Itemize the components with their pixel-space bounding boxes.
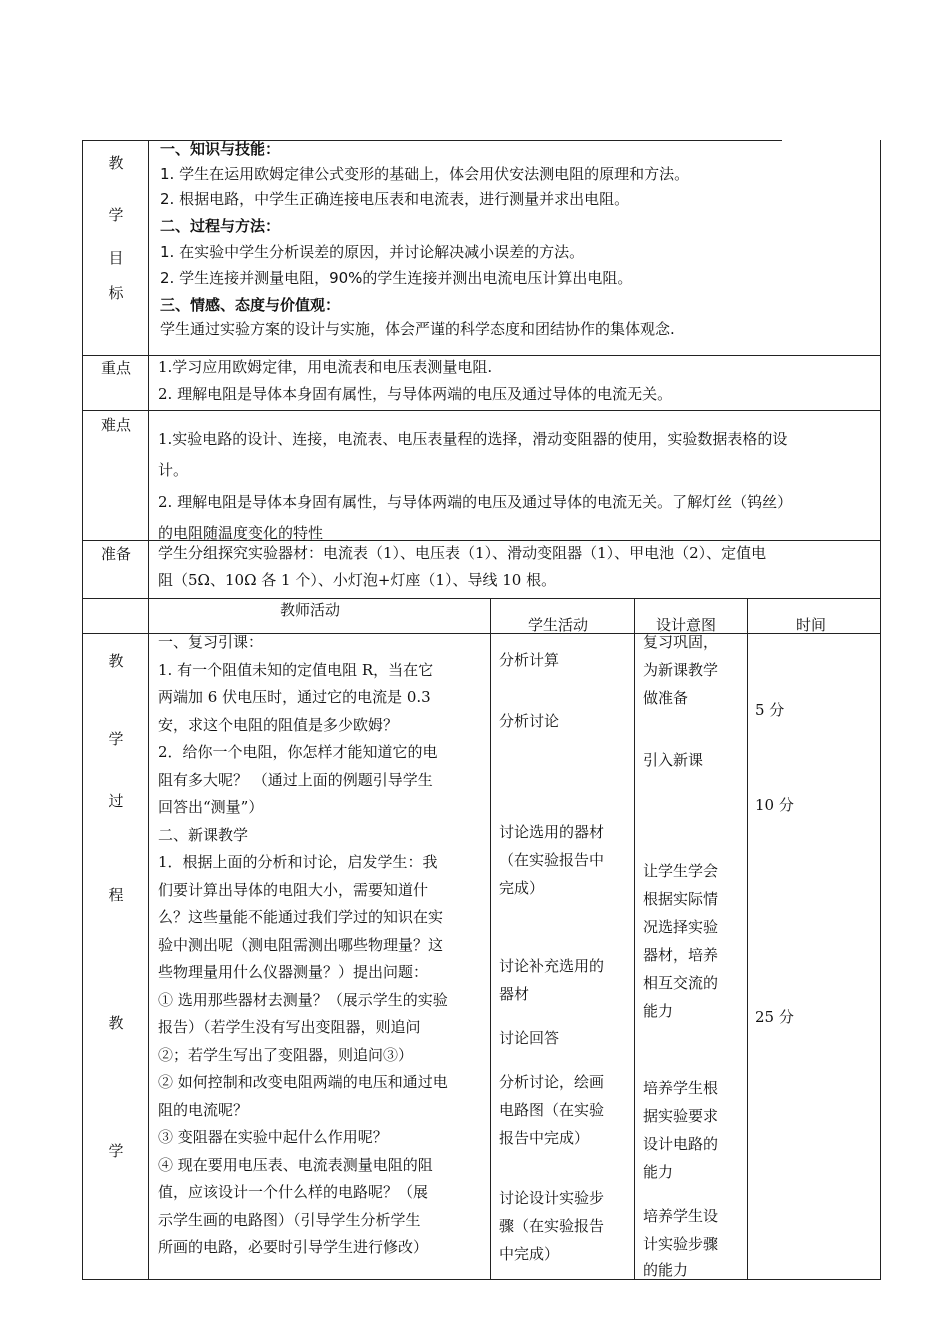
teacher-activity-line: 验中测出呢（测电阻需测出哪些物理量？这	[158, 936, 444, 954]
preparation-label: 准备	[100, 545, 131, 563]
objectives-label-char: 目	[108, 249, 124, 267]
objectives-heading-process: 二、过程与方法：	[160, 217, 281, 235]
teacher-activity-line: ④ 现在要用电压表、电流表测量电阻的阻	[158, 1156, 433, 1174]
process-label-char: 教	[108, 1014, 124, 1032]
teacher-activity-line: 报告）（若学生没有写出变阻器，则追问	[158, 1018, 421, 1036]
objectives-knowledge-2: 2. 根据电路，中学生正确连接电压表和电流表，进行测量并求出电阻。	[160, 190, 630, 208]
design-intent-item: 的能力	[643, 1261, 689, 1279]
design-intent-item: 让学生学会	[643, 862, 719, 880]
table-left-border	[82, 140, 83, 1280]
design-intent-item: 相互交流的	[643, 974, 719, 992]
header-design-intent: 设计意图	[656, 616, 717, 634]
student-activity-item: 讨论选用的器材	[499, 823, 605, 841]
student-activity-item: 讨论补充选用的	[499, 957, 605, 975]
objectives-label-char: 教	[108, 154, 124, 172]
row-divider-objectives	[82, 355, 880, 356]
student-activity-item: 讨论回答	[499, 1029, 560, 1047]
design-intent-item: 据实验要求	[643, 1107, 719, 1125]
teacher-activity-line: 些物理量用什么仪器测量？）提出问题：	[158, 963, 429, 981]
difficulties-line-1: 1.实验电路的设计、连接，电流表、电压表量程的选择，滑动变阻器的使用，实验数据表格的设	[158, 430, 788, 448]
teacher-activity-line: 2．给你一个电阻，你怎样才能知道它的电	[158, 743, 438, 761]
teacher-activity-line: 回答出“测量”）	[158, 798, 264, 816]
difficulties-line-1-cont: 计。	[158, 461, 189, 479]
process-label-char: 学	[108, 1142, 124, 1160]
difficulties-label: 难点	[100, 416, 131, 434]
student-activity-item: 电路图（在实验	[499, 1101, 605, 1119]
teacher-activity-line: ① 选用那些器材去测量？（展示学生的实验	[158, 991, 448, 1009]
intent-column-border	[747, 598, 748, 1280]
teacher-activity-line: 示学生画的电路图）（引导学生分析学生	[158, 1211, 421, 1229]
design-intent-item: 器材，培养	[643, 946, 719, 964]
teacher-activity-line: 一、复习引课：	[158, 633, 264, 651]
row-divider-keypoints	[82, 410, 880, 411]
teacher-activity-line: 阻有多大呢？ （通过上面的例题引导学生	[158, 771, 433, 789]
teacher-activity-line: ③ 变阻器在实验中起什么作用呢？	[158, 1128, 388, 1146]
objectives-label-char: 标	[108, 284, 124, 302]
teacher-activity-line: 阻的电流呢？	[158, 1101, 249, 1119]
student-activity-item: 中完成）	[499, 1245, 560, 1263]
time-item: 5 分	[755, 701, 785, 719]
objectives-emotion-1: 学生通过实验方案的设计与实施，体会严谨的科学态度和团结协作的集体观念.	[160, 320, 675, 338]
objectives-label-char: 学	[108, 206, 124, 224]
design-intent-item: 况选择实验	[643, 918, 719, 936]
design-intent-item: 计实验步骤	[643, 1235, 719, 1253]
preparation-line-2: 阻（5Ω、10Ω 各 1 个）、小灯泡+灯座（1）、导线 10 根。	[158, 571, 557, 589]
objectives-heading-emotion: 三、情感、态度与价值观：	[160, 296, 341, 314]
objectives-heading-knowledge: 一、知识与技能：	[160, 140, 281, 158]
teacher-activity-line: 两端加 6 伏电压时，通过它的电流是 0.3	[158, 688, 431, 706]
objectives-process-2: 2. 学生连接并测量电阻，90%的学生连接并测出电流电压计算出电阻。	[160, 269, 633, 287]
table-right-border	[880, 140, 881, 1280]
teacher-activity-line: 二、新课教学	[158, 826, 249, 844]
design-intent-item: 引入新课	[643, 751, 704, 769]
design-intent-item: 设计电路的	[643, 1135, 719, 1153]
student-activity-item: 报告中完成）	[499, 1129, 590, 1147]
row-divider-preparation	[82, 598, 880, 599]
student-activity-item: 讨论设计实验步	[499, 1189, 605, 1207]
header-teacher-activity: 教师活动	[280, 601, 341, 619]
design-intent-item: 能力	[643, 1163, 674, 1181]
objectives-knowledge-1: 1. 学生在运用欧姆定律公式变形的基础上，体会用伏安法测电阻的原理和方法。	[160, 165, 690, 183]
header-time: 时间	[796, 616, 827, 634]
process-label-char: 过	[108, 792, 124, 810]
teacher-activity-line: 1. 有一个阻值未知的定值电阻 R，当在它	[158, 661, 434, 679]
time-item: 25 分	[755, 1008, 794, 1026]
preparation-line-1: 学生分组探究实验器材：电流表（1）、电压表（1）、滑动变阻器（1）、甲电池（2）、定值电	[158, 544, 767, 562]
difficulties-line-2: 2. 理解电阻是导体本身固有属性，与导体两端的电压及通过导体的电流无关。了解灯丝（钨丝）	[158, 493, 793, 511]
objectives-process-1: 1. 在实验中学生分析误差的原因，并讨论解决减小误差的方法。	[160, 243, 585, 261]
design-intent-item: 培养学生根	[643, 1079, 719, 1097]
student-activity-item: 分析讨论	[499, 712, 560, 730]
student-activity-item: 完成）	[499, 879, 545, 897]
teacher-activity-line: 们要计算出导体的电阻大小，需要知道什	[158, 881, 429, 899]
teacher-activity-line: ②；若学生写出了变阻器，则追问③）	[158, 1046, 414, 1064]
teacher-activity-line: 值，应该设计一个什么样的电路呢？（展	[158, 1183, 429, 1201]
process-label-char: 程	[108, 886, 124, 904]
teacher-activity-line: 1．根据上面的分析和讨论，启发学生：我	[158, 853, 438, 871]
teacher-activity-line: ② 如何控制和改变电阻两端的电压和通过电	[158, 1073, 448, 1091]
table-bottom-border	[82, 1279, 880, 1280]
design-intent-item: 为新课教学	[643, 661, 719, 679]
keypoints-line-1: 1.学习应用欧姆定律，用电流表和电压表测量电阻.	[158, 358, 493, 376]
process-label-char: 学	[108, 730, 124, 748]
student-activity-item: 器材	[499, 985, 530, 1003]
process-label-char: 教	[108, 652, 124, 670]
teacher-column-border	[490, 598, 491, 1280]
design-intent-item: 根据实际情	[643, 890, 719, 908]
keypoints-line-2: 2. 理解电阻是导体本身固有属性，与导体两端的电压及通过导体的电流无关。	[158, 385, 673, 403]
header-student-activity: 学生活动	[528, 616, 589, 634]
student-column-border	[634, 598, 635, 1280]
teacher-activity-line: 安，求这个电阻的阻值是多少欧姆？	[158, 716, 399, 734]
time-item: 10 分	[755, 796, 794, 814]
keypoints-label: 重点	[100, 359, 131, 377]
design-intent-item: 复习巩固，	[643, 633, 719, 651]
difficulties-line-2-cont: 的电阻随温度变化的特性	[158, 524, 324, 542]
student-activity-item: 分析计算	[499, 651, 560, 669]
teacher-activity-line: 所画的电路，必要时引导学生进行修改）	[158, 1238, 429, 1256]
design-intent-item: 培养学生设	[643, 1207, 719, 1225]
design-intent-item: 能力	[643, 1002, 674, 1020]
student-activity-item: 骤（在实验报告	[499, 1217, 605, 1235]
student-activity-item: （在实验报告中	[499, 851, 605, 869]
label-column-border	[148, 140, 149, 1280]
design-intent-item: 做准备	[643, 689, 689, 707]
student-activity-item: 分析讨论，绘画	[499, 1073, 605, 1091]
teacher-activity-line: 么？这些量能不能通过我们学过的知识在实	[158, 908, 444, 926]
